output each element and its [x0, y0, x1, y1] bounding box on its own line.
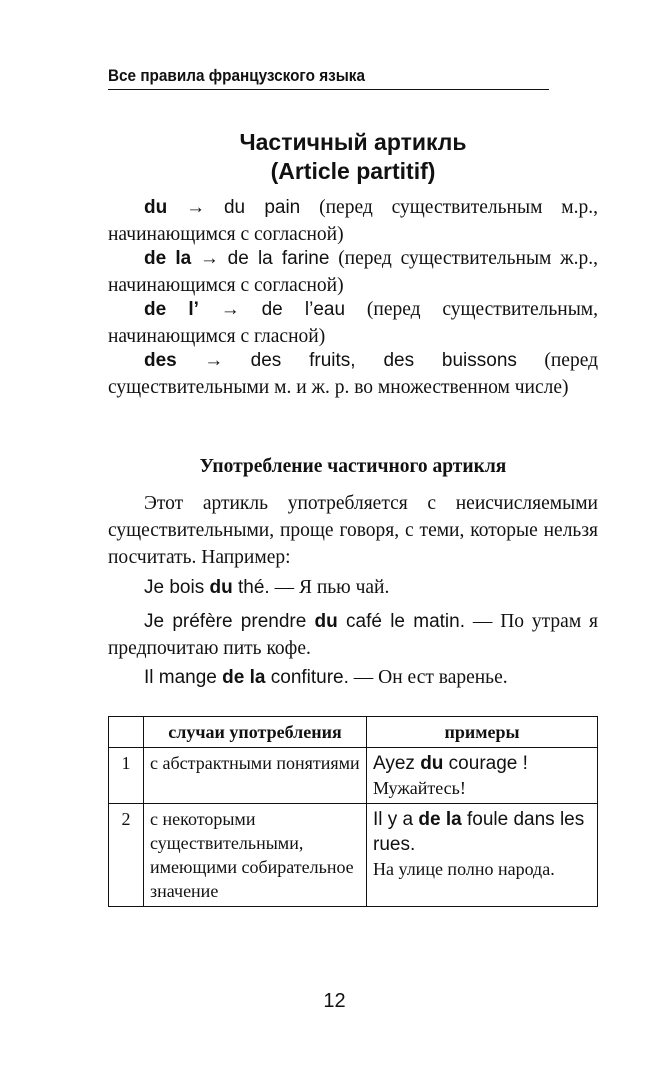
french-article: du: [314, 611, 338, 632]
french-article: de la: [418, 809, 462, 830]
article: de la: [144, 248, 192, 269]
translation: Я пью чай.: [298, 577, 390, 598]
article: du: [144, 197, 168, 218]
usage-example: [367, 804, 598, 907]
dash: —: [274, 577, 295, 598]
french-text: Je préfère prendre: [144, 611, 315, 632]
french-article: du: [209, 577, 233, 598]
french-text: thé.: [232, 577, 270, 598]
form-de-l: [108, 296, 598, 350]
article: de l’: [144, 299, 199, 320]
usage-example-2: [108, 608, 598, 662]
note: (перед существительными м. и ж. р. во множественном числе): [108, 350, 599, 398]
french-text: Ayez: [373, 753, 421, 774]
section-title: Частичный артикль: [239, 129, 467, 155]
usage-example-3: [108, 664, 598, 691]
dash: —: [353, 667, 374, 688]
french-text: Je bois: [144, 577, 210, 598]
form-de-la: [108, 245, 598, 299]
note: (перед существительным м.р., начинающимся с согласной): [108, 197, 599, 245]
french-article: de la: [222, 667, 266, 688]
translation: По утрам я предпочитаю пить кофе.: [108, 611, 598, 659]
table-header-cases: случаи употребления: [144, 717, 367, 748]
example: des fruits, des buissons: [250, 350, 517, 371]
usage-table: [108, 716, 598, 907]
arrow-icon: →: [186, 197, 206, 218]
french-text: foule dans les rues.: [373, 809, 585, 855]
article: des: [144, 350, 177, 371]
table-row: [109, 748, 598, 804]
form-des: [108, 347, 598, 401]
usage-case: с абстрактными понятиями: [144, 748, 367, 804]
usage-example-1: [108, 574, 598, 601]
usage-heading: Употребление частичного артикля: [199, 456, 507, 477]
row-number: 2: [109, 804, 144, 907]
translation: На улице полно народа.: [373, 859, 555, 879]
form-du: [108, 194, 598, 248]
table-header-num: [109, 717, 144, 748]
translation: Он ест варенье.: [378, 667, 508, 688]
table-row: [109, 804, 598, 907]
french-text: confiture.: [265, 667, 349, 688]
translation: Мужайтесь!: [373, 778, 466, 798]
arrow-icon: →: [204, 350, 224, 371]
note: (перед существительным, начинающимся с гласной): [108, 299, 599, 347]
arrow-icon: →: [199, 248, 219, 269]
arrow-icon: →: [220, 299, 240, 320]
usage-intro: Этот артикль употребляется с неисчисляемыми существительными, проще говоря, с теми, которые нельзя посчитать. Например:: [108, 493, 598, 568]
section-title-french: (Article partitif): [270, 158, 436, 184]
usage-case: с некоторыми существительными, имеющими собирательное значение: [144, 804, 367, 907]
table-header-row: [109, 717, 598, 748]
table-header-examples: примеры: [367, 717, 598, 748]
french-text: Il y a: [373, 809, 419, 830]
example: du pain: [223, 197, 301, 218]
example: de l’eau: [261, 299, 346, 320]
french-article: du: [420, 753, 444, 774]
example: de la farine: [227, 248, 330, 269]
usage-example: [367, 748, 598, 804]
french-text: courage !: [443, 753, 528, 774]
french-text: café le matin.: [337, 611, 465, 632]
page-number: 12: [323, 990, 346, 1012]
dash: —: [472, 611, 493, 632]
note: (перед существительным ж.р., начинающимся с согласной): [108, 248, 598, 296]
row-number: 1: [109, 748, 144, 804]
running-header: Все правила французского языка: [108, 66, 549, 90]
french-text: Il mange: [144, 667, 223, 688]
